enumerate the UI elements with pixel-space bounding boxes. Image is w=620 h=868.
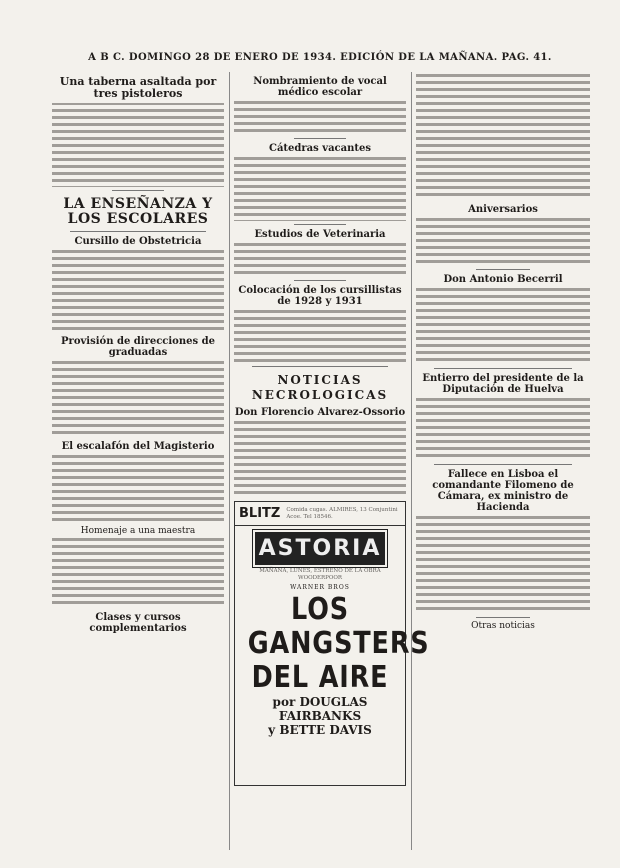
separator: [70, 231, 206, 232]
column-3: [416, 72, 590, 633]
ad-astoria-logo: ASTORIA: [255, 532, 385, 565]
cinema-advertisement: [234, 501, 430, 786]
article-body: [416, 398, 590, 460]
page-header: A B C. DOMINGO 28 DE ENERO DE 1934. EDICIÓN DE LA MAÑANA. PAG. 41.: [88, 52, 552, 63]
ad-film-title-line-1: LOS GANGSTERS: [247, 592, 430, 661]
article-body: [52, 103, 224, 187]
headline-becerril: Don Antonio Becerril: [443, 274, 563, 285]
ad-spacer: [235, 737, 405, 785]
article-body: [416, 218, 590, 266]
headline-vocal-medico: Nombramiento de vocal médico escolar: [253, 76, 387, 98]
headline-entierro-huelva: Entierro del presidente de la Diputación de Huelva: [422, 373, 584, 395]
separator: [476, 269, 530, 270]
ad-blitz-logo: BLITZ: [239, 506, 281, 521]
section-heading-necrologicas: NOTICIAS NECROLOGICAS: [251, 373, 389, 402]
headline-graduadas: Provisión de direcciones de graduadas: [61, 336, 215, 358]
headline-catedras: Cátedras vacantes: [268, 143, 371, 154]
ad-description: MAÑANA, LUNES, ESTRENO DE LA OBRA WOODERPOOR: [259, 568, 381, 581]
article-body: [52, 455, 224, 523]
article-body: [416, 516, 590, 614]
separator: [294, 280, 346, 281]
headline-cursillistas: Colocación de los cursillistas de 1928 y 1931: [238, 285, 402, 307]
ad-studio: WARNER BROS: [290, 584, 350, 591]
column-2: [234, 72, 430, 786]
article-body: [234, 421, 406, 495]
ad-starring-line-1: por DOUGLAS FAIRBANKS: [272, 695, 368, 723]
column-1: [52, 72, 224, 637]
article-body: [234, 310, 406, 362]
article-body: [234, 243, 406, 277]
separator: [434, 464, 572, 465]
article-body: [416, 288, 590, 364]
article-body: [52, 250, 224, 332]
separator: [252, 366, 388, 367]
headline-obstetricia: Cursillo de Obstetricia: [74, 236, 202, 247]
headline-homenaje: Homenaje a una maestra: [80, 526, 196, 536]
headline-veterinaria: Estudios de Veterinaria: [254, 229, 386, 240]
headline-clases: Clases y cursos complementarios: [89, 612, 187, 634]
ad-film-title-line-2: DEL AIRE: [251, 660, 389, 695]
ad-blitz-row: [235, 502, 405, 526]
headline-taberna: Una taberna asaltada por tres pistoleros: [59, 75, 217, 100]
headline-filomeno-camara: Fallece en Lisboa el comandante Filomeno de Cámara, ex ministro de Hacienda: [432, 469, 574, 513]
headline-escalafon: El escalafón del Magisterio: [61, 441, 215, 452]
article-body: [52, 361, 224, 437]
headline-aniversarios: Aniversarios: [468, 204, 538, 215]
section-heading-ensenanza: LA ENSEÑANZA Y LOS ESCOLARES: [63, 196, 213, 227]
separator: [294, 224, 346, 225]
column-rule: [411, 72, 412, 850]
article-body: [52, 538, 224, 608]
article-body: [234, 101, 406, 135]
ad-starring-line-2: y BETTE DAVIS: [268, 723, 372, 737]
separator: [294, 138, 346, 139]
separator: [434, 368, 572, 369]
separator: [112, 190, 164, 191]
headline-otras-noticias: Otras noticias: [471, 621, 535, 631]
separator: [476, 617, 530, 618]
article-body: [234, 157, 406, 221]
column-rule: [229, 72, 230, 850]
ad-blitz-text: Comida cugas. ALMIRES, 13 Conjuntini Acoe. Tel 18546.: [286, 507, 398, 520]
headline-alvarez-ossorio: Don Florencio Alvarez-Ossorio: [234, 407, 406, 418]
article-body: [416, 74, 590, 200]
